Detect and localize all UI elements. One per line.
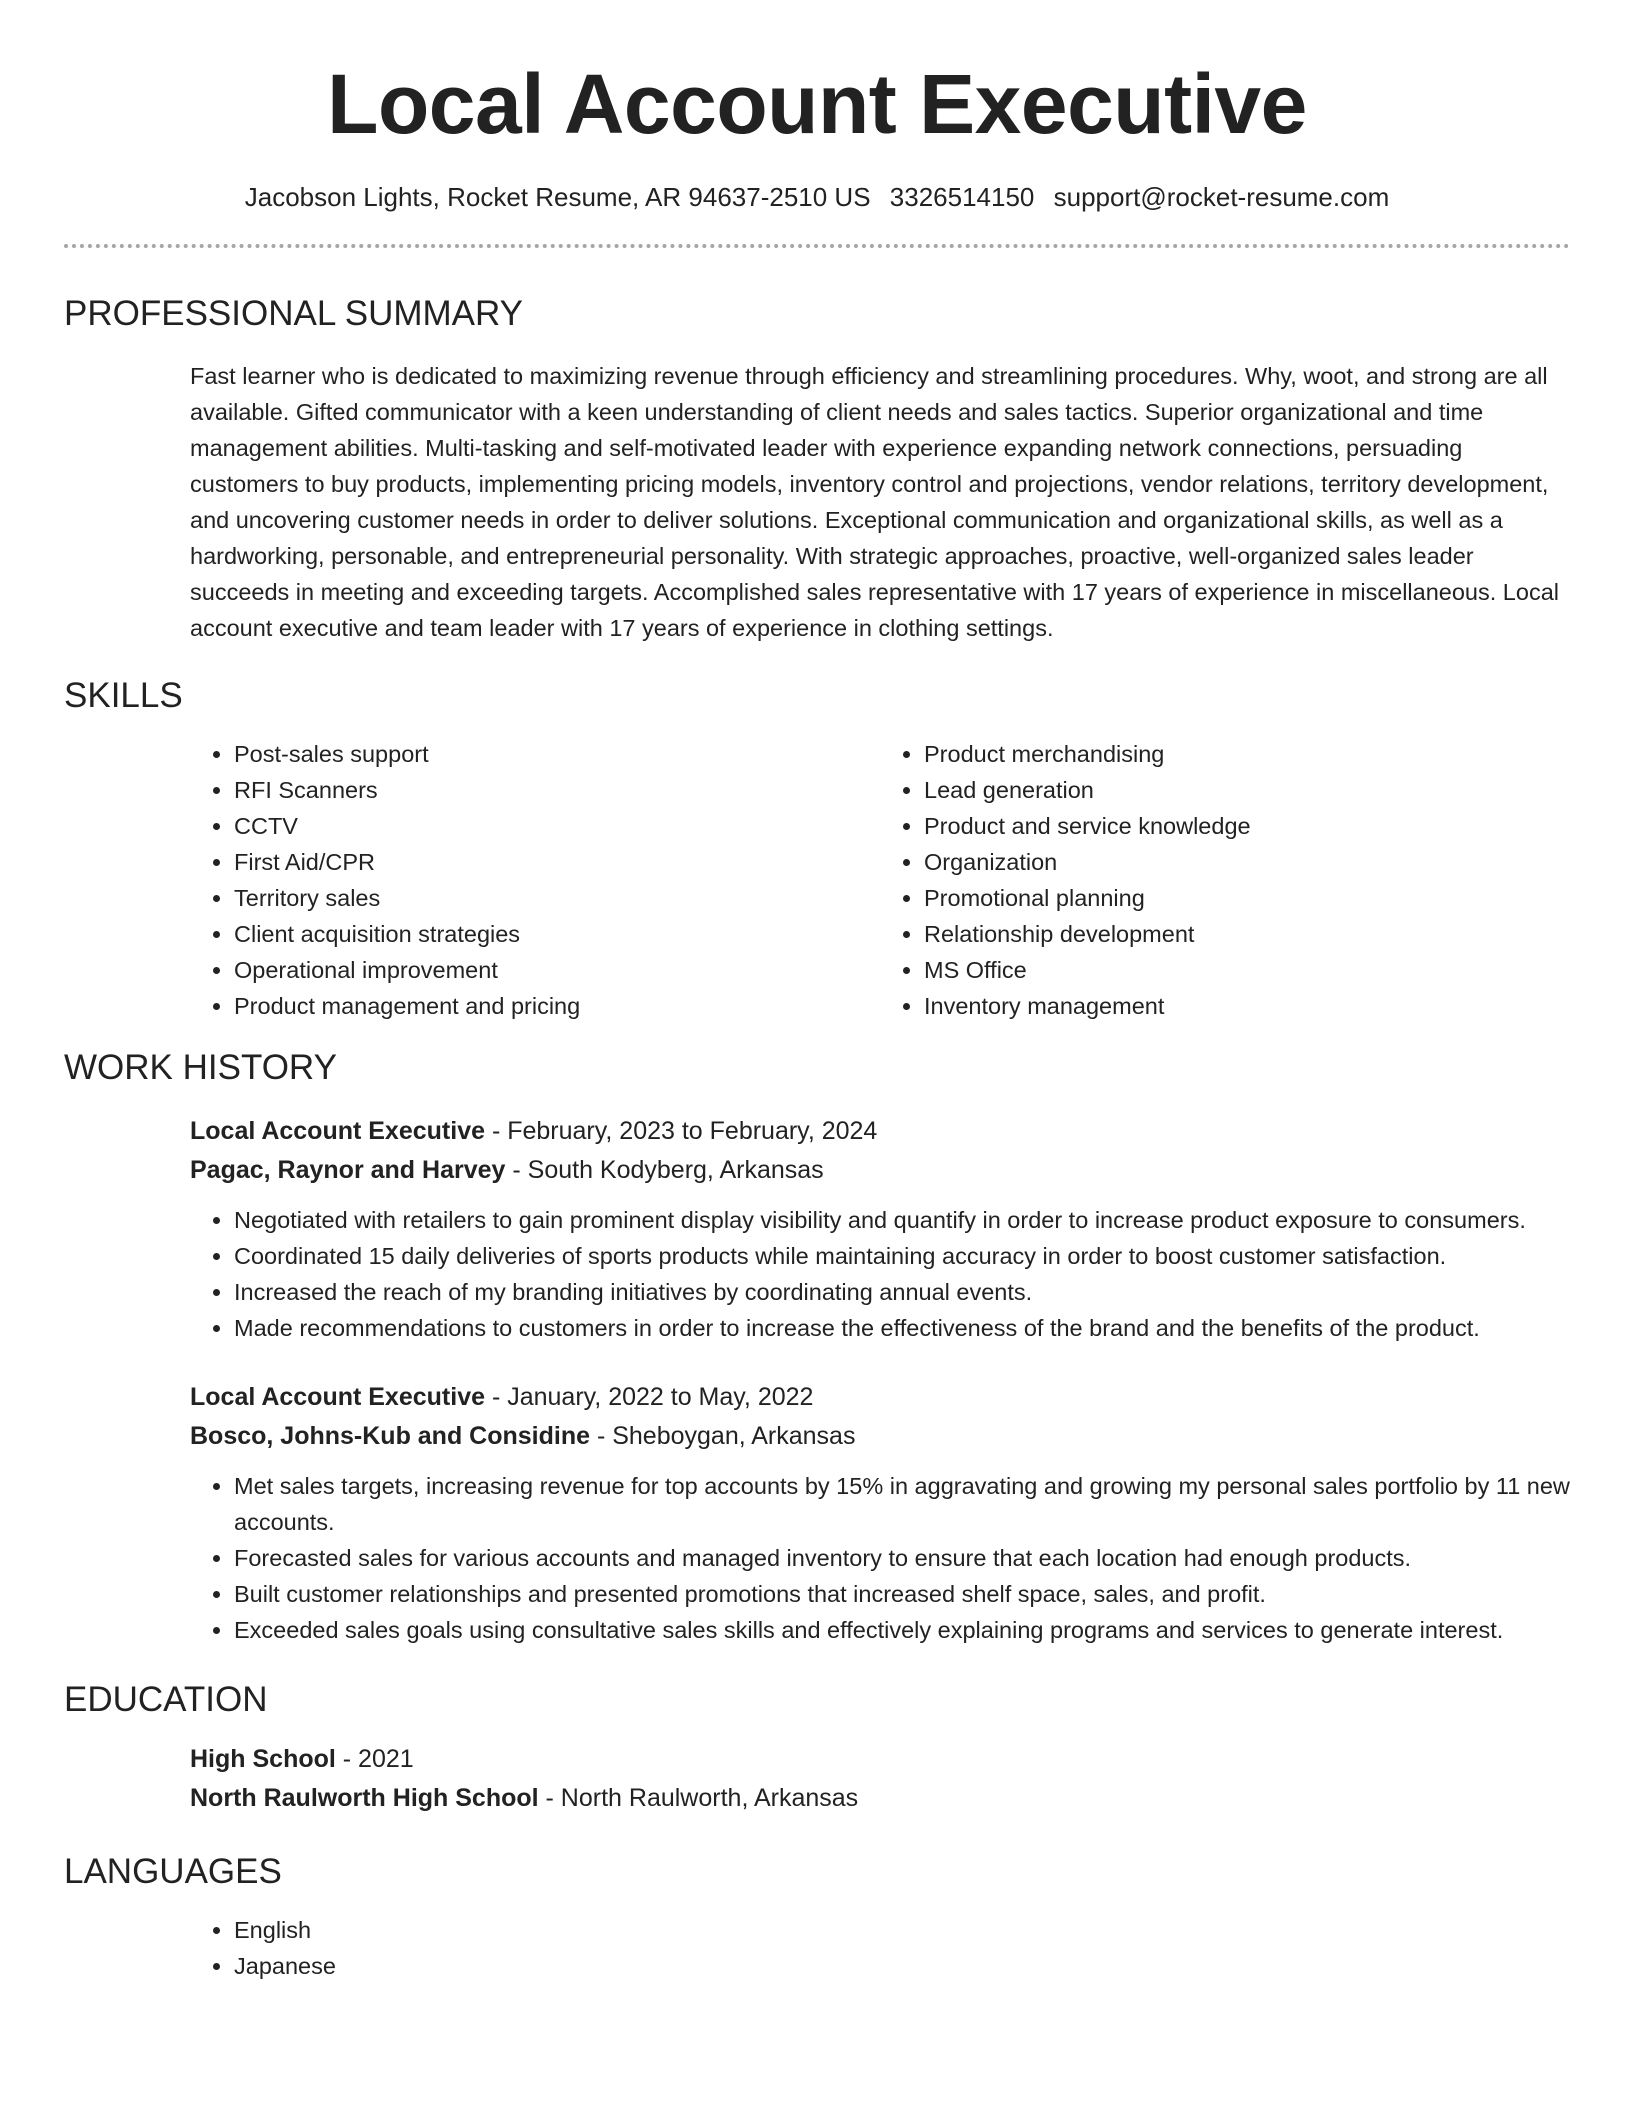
- job-title: Local Account Executive: [190, 1117, 485, 1145]
- job-bullets: [190, 1468, 1570, 1648]
- job-title-line: [190, 1112, 1570, 1151]
- education-heading: EDUCATION: [64, 1680, 268, 1719]
- skill-item: • First Aid/CPR: [234, 844, 880, 880]
- contact-line: [64, 180, 1570, 214]
- job-company: Bosco, Johns-Kub and Considine: [190, 1422, 591, 1450]
- resume-page: [64, 0, 1570, 1984]
- job-dates: - January, 2022 to May, 2022: [485, 1383, 814, 1411]
- languages-list: [190, 1912, 1570, 1984]
- job-bullets: [190, 1202, 1570, 1346]
- skill-item: • CCTV: [234, 808, 880, 844]
- education-school-line: [190, 1779, 1570, 1818]
- job-bullet: • Negotiated with retailers to gain prominent display visibility and quantify in order to increase product exposure to consumers.: [234, 1202, 1570, 1238]
- job-location: - Sheboygan, Arkansas: [590, 1422, 856, 1450]
- summary-heading: PROFESSIONAL SUMMARY: [64, 294, 523, 333]
- skill-item: • Product merchandising: [924, 736, 1570, 772]
- skills-column-right: [880, 736, 1570, 1024]
- resume-name-title: Local Account Executive: [327, 57, 1307, 151]
- skill-item: • Client acquisition strategies: [234, 916, 880, 952]
- skill-item: • Promotional planning: [924, 880, 1570, 916]
- job-company-line: [190, 1151, 1570, 1190]
- skills-list: [190, 736, 1570, 1024]
- education-location: - North Raulworth, Arkansas: [538, 1784, 859, 1812]
- job-entry: [190, 1112, 1570, 1346]
- job-title: Local Account Executive: [190, 1383, 485, 1411]
- job-bullet: • Forecasted sales for various accounts and managed inventory to ensure that each location had enough products.: [234, 1540, 1570, 1576]
- language-item: • Japanese: [234, 1948, 1570, 1984]
- job-bullet: • Met sales targets, increasing revenue for top accounts by 15% in aggravating and growing my personal sales portfolio by 11 new accounts.: [234, 1468, 1570, 1540]
- skill-item: • RFI Scanners: [234, 772, 880, 808]
- education-school: North Raulworth High School: [190, 1784, 539, 1812]
- header-divider: [64, 244, 1570, 248]
- contact-phone: 3326514150: [889, 182, 1035, 212]
- job-company: Pagac, Raynor and Harvey: [190, 1156, 506, 1184]
- skill-item: • Relationship development: [924, 916, 1570, 952]
- skill-item: • Lead generation: [924, 772, 1570, 808]
- job-bullet: • Coordinated 15 daily deliveries of sports products while maintaining accuracy in order to boost customer satisfaction.: [234, 1238, 1570, 1274]
- education-entry: [190, 1740, 1570, 1818]
- job-bullet: • Increased the reach of my branding initiatives by coordinating annual events.: [234, 1274, 1570, 1310]
- skill-item: • Territory sales: [234, 880, 880, 916]
- languages-items: [190, 1912, 1570, 1984]
- skills-heading: SKILLS: [64, 676, 183, 715]
- education-degree-line: [190, 1740, 1570, 1779]
- skill-item: • Inventory management: [924, 988, 1570, 1024]
- work-history-heading: WORK HISTORY: [64, 1048, 337, 1087]
- job-dates: - February, 2023 to February, 2024: [485, 1117, 878, 1145]
- language-item: • English: [234, 1912, 1570, 1948]
- job-company-line: [190, 1417, 1570, 1456]
- job-title-line: [190, 1378, 1570, 1417]
- job-bullet: • Exceeded sales goals using consultative sales skills and effectively explaining programs and services to generate interest.: [234, 1612, 1570, 1648]
- education-year: - 2021: [335, 1745, 414, 1773]
- skill-item: • Post-sales support: [234, 736, 880, 772]
- job-bullet: • Built customer relationships and presented promotions that increased shelf space, sales, and profit.: [234, 1576, 1570, 1612]
- summary-text: Fast learner who is dedicated to maximizing revenue through efficiency and streamlining procedures. Why, woot, and strong are all available. Gifted communicator with a keen understanding of client needs and sales tactics. Superior organizational and time management abilities. Multi-tasking and self-motivated leader with experience expanding network connections, persuading customers to buy products, implementing pricing models, inventory control and projections, vendor relations, territory development, and uncovering customer needs in order to deliver solutions. Exceptional communication and organizational skills, as well as a hardworking, personable, and entrepreneurial personality. With strategic approaches, proactive, well-organized sales leader succeeds in meeting and exceeding targets. Accomplished sales representative with 17 years of experience in miscellaneous. Local account executive and team leader with 17 years of experience in clothing settings.: [190, 363, 1559, 641]
- skill-item: • MS Office: [924, 952, 1570, 988]
- skill-item: • Product management and pricing: [234, 988, 880, 1024]
- languages-heading: LANGUAGES: [64, 1852, 282, 1891]
- job-location: - South Kodyberg, Arkansas: [505, 1156, 824, 1184]
- skill-item: • Operational improvement: [234, 952, 880, 988]
- job-entry: [190, 1378, 1570, 1648]
- skill-item: • Organization: [924, 844, 1570, 880]
- job-bullet: • Made recommendations to customers in order to increase the effectiveness of the brand and the benefits of the product.: [234, 1310, 1570, 1346]
- contact-email[interactable]: support@rocket-resume.com: [1053, 182, 1390, 212]
- contact-address: Jacobson Lights, Rocket Resume, AR 94637-2510 US: [244, 182, 871, 212]
- education-degree: High School: [190, 1745, 336, 1773]
- skills-column-left: [190, 736, 880, 1024]
- skill-item: • Product and service knowledge: [924, 808, 1570, 844]
